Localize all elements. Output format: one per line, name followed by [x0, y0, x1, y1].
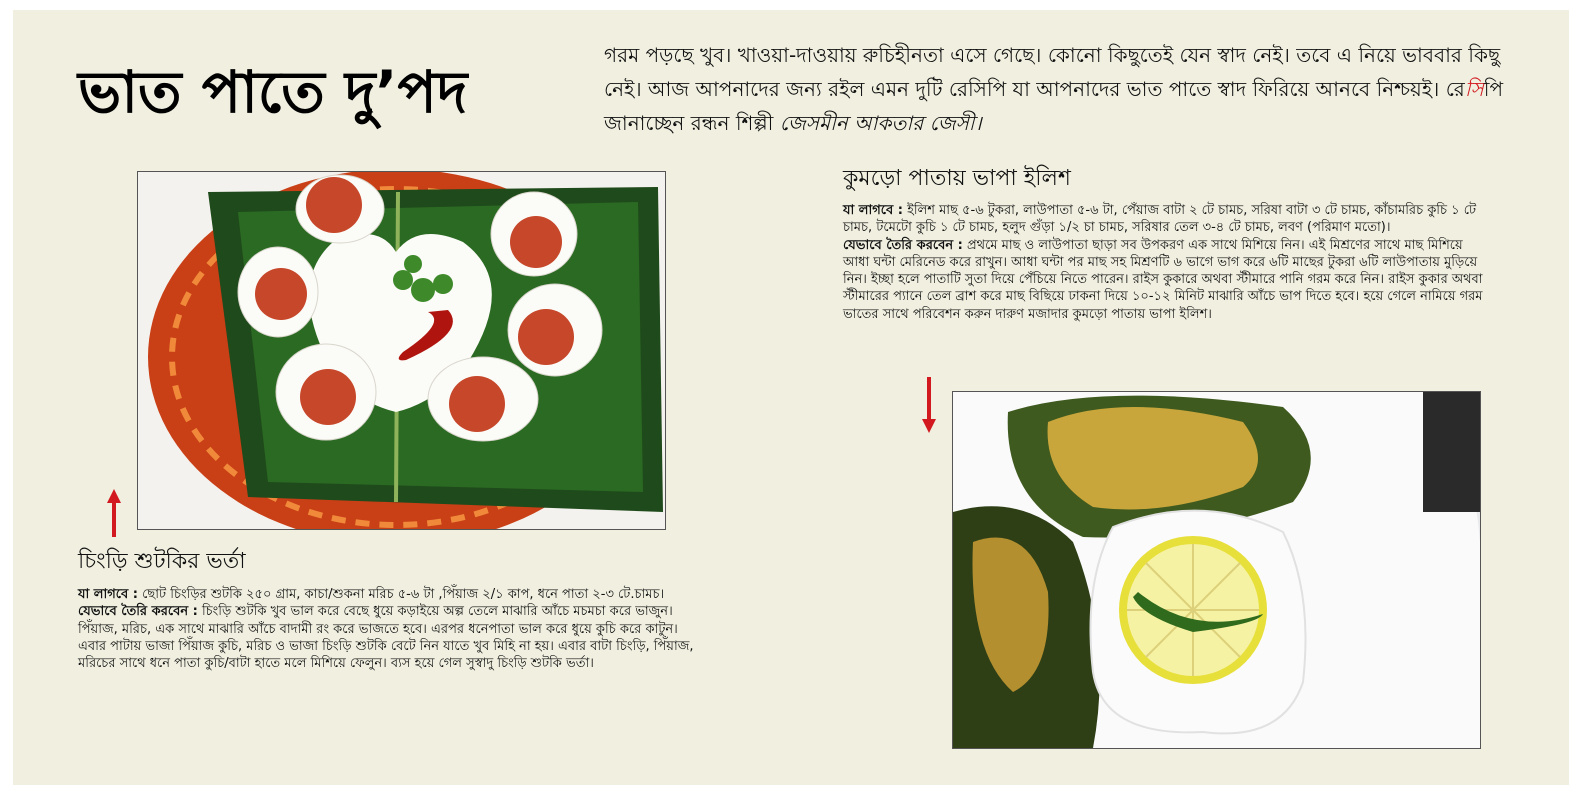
recipe-ingredients: [843, 202, 1488, 237]
method-label: যেভাবে তৈরি করবেন :: [78, 604, 198, 620]
method-label: যেভাবে তৈরি করবেন :: [843, 237, 963, 253]
ingredients-text: ছোট চিংড়ির শুটকি ২৫০ গ্রাম, কাচা/শুকনা মরিচ ৫-৬ টা ,পিঁয়াজ ২/১ কাপ, ধনে পাতা ২-৩ টে.চামচ।: [137, 587, 665, 602]
intro-author: জেসমীন আকতার জেসী।: [779, 111, 982, 135]
recipe-title-vapa-ilish: কুমড়ো পাতায় ভাপা ইলিশ: [843, 166, 1071, 191]
intro-accent-text: সি: [1464, 77, 1484, 101]
food-photo-illustration: [138, 172, 665, 529]
arrow-down-icon: [919, 377, 939, 433]
method-text: প্রথমে মাছ ও লাউপাতা ছাড়া সব উপকরণ এক সাথে মিশিয়ে নিন। এই মিশ্রণের সাথে মাছ মিশিয়ে আধা ঘন্টা মেরিনেড করে রাখুন। আধা ঘন্টা পর মাছ সহ মিশ্রণটি ৬ ভাগে ভাগ করে ৬টি মাছের টুকরা ৬টি লাউপাতায় মুড়িয়ে নিন। ইচ্ছা হলে পাতাটি সুতা দিয়ে পেঁচিয়ে নিতে পারেন। রাইস কুকারে অথবা স্টীমারে পানি গরম করে নিন। রাইস কুকার অথবা স্টীমারের প্যানে তেল ব্রাশ করে মাছ বিছিয়ে ঢাকনা দিয়ে ১০-১২ মিনিট মাঝারি আঁচে ভাপ দিতে হবে। হয়ে গেলে নামিয়ে গরম ভাতের সাথে পরিবেশন করুন দারুণ মজাদার কুমড়ো পাতায় ভাপা ইলিশ।: [843, 237, 1483, 322]
food-photo-illustration: [953, 392, 1480, 748]
recipe-ingredients: [78, 586, 703, 603]
recipe-method: [843, 237, 1488, 323]
arrow-down-shape: [919, 377, 939, 433]
intro-text-continued: পি জানাচ্ছেন রন্ধন শিল্পী: [604, 77, 1504, 135]
ingredients-label: যা লাগবে :: [843, 203, 903, 218]
photo-vapa-ilish: [952, 391, 1481, 749]
recipe-method: [78, 603, 703, 672]
article-intro: [604, 38, 1534, 140]
method-text: চিংড়ি শুটকি খুব ভাল করে বেছে ধুয়ে কড়াইয়ে অল্প তেলে মাঝারি আঁচে মচমচা করে ভাজুন। পিঁয়াজ, মরিচ, এক সাথে মাঝারি আঁচে বাদামী রং করে ভাজতে হবে। এরপর ধনেপাতা ভাল করে ধুয়ে কুচি করে কাটুন। এবার পাটায় ভাজা পিঁয়াজ কুচি, মরিচ ও ভাজা চিংড়ি শুটকি বেটে নিন যাতে খুব মিহি না হয়। এবার বাটা চিংড়ি, পিঁয়াজ, মরিচের সাথে ধনে পাতা কুচি/বাটা হাতে মলে মিশিয়ে ফেলুন। ব্যস হয়ে গেল সুস্বাদু চিংড়ি শুটকি ভর্তা।: [78, 604, 694, 672]
photo-shrimp-bharta: [137, 171, 666, 530]
intro-text: গরম পড়ছে খুব। খাওয়া-দাওয়ায় রুচিহীনতা এসে গেছে। কোনো কিছুতেই যেন স্বাদ নেই। তবে এ নিয়ে ভাববার কিছু নেই। আজ আপনাদের জন্য রইল এমন দুটি রেসিপি যা আপনাদের ভাত পাতে স্বাদ ফিরিয়ে আনবে নিশ্চয়ই। রে: [604, 43, 1501, 101]
recipe-title-shrimp-bharta: চিংড়ি শুটকির ভর্তা: [78, 549, 246, 574]
arrow-up-shape: [104, 489, 124, 537]
article-headline: ভাত পাতে দু’পদ: [78, 58, 468, 126]
ingredients-label: যা লাগবে :: [78, 587, 138, 602]
recipe-body-vapa-ilish: [843, 202, 1488, 323]
ingredients-text: ইলিশ মাছ ৫-৬ টুকরা, লাউপাতা ৫-৬ টা, পেঁয়াজ বাটা ২ টে চামচ, সরিষা বাটা ৩ টে চামচ, কাঁচামরিচ কুচি ১ টে চামচ, টমেটো কুচি ১ টে চামচ, হলুদ গুঁড়া ১/২ চা চামচ, সরিষার তেল ৩-৪ টে চামচ, লবণ (পরিমাণ মতো)।: [843, 203, 1477, 236]
recipe-body-shrimp-bharta: [78, 586, 703, 672]
arrow-up-icon: [104, 489, 124, 537]
